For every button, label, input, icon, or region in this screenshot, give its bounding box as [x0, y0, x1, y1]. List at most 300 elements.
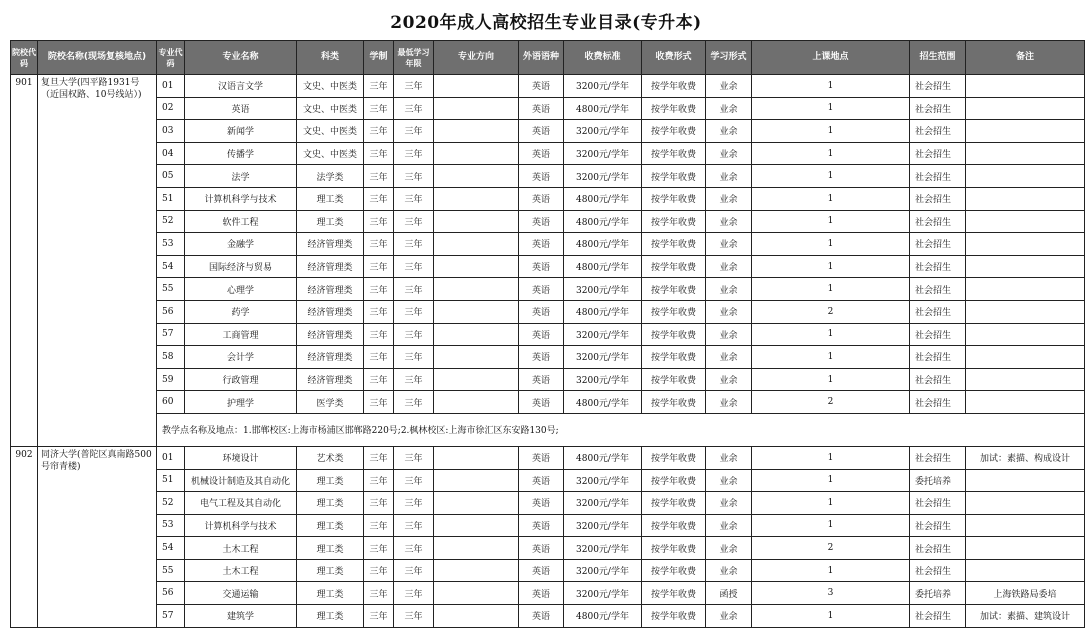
fee-form-cell: 按学年收费	[642, 346, 706, 369]
fee-form-cell: 按学年收费	[642, 210, 706, 233]
school-name-cell: 同济大学(普陀区真南路500号帘青楼)	[38, 446, 157, 627]
major-code-cell: 52	[157, 492, 185, 515]
min-study-cell: 三年	[394, 97, 434, 120]
duration-cell: 三年	[364, 300, 394, 323]
direction-cell	[434, 142, 519, 165]
header-language: 外语语种	[519, 41, 564, 75]
language-cell: 英语	[519, 605, 564, 628]
remark-cell	[966, 255, 1085, 278]
language-cell: 英语	[519, 300, 564, 323]
major-code-cell: 01	[157, 75, 185, 98]
remark-cell	[966, 514, 1085, 537]
header-category: 科类	[297, 41, 364, 75]
direction-cell	[434, 75, 519, 98]
table-row	[11, 278, 1085, 301]
major-name-cell: 金融学	[185, 233, 297, 256]
direction-cell	[434, 559, 519, 582]
min-study-cell: 三年	[394, 492, 434, 515]
language-cell: 英语	[519, 391, 564, 414]
major-code-cell: 52	[157, 210, 185, 233]
teaching-location-note: 教学点名称及地点：1.邯郸校区:上海市杨浦区邯郸路220号;2.枫林校区:上海市徐汇区东安路130号;	[157, 413, 1085, 446]
duration-cell: 三年	[364, 537, 394, 560]
language-cell: 英语	[519, 582, 564, 605]
fee-cell: 3200元/学年	[564, 346, 642, 369]
location-cell: 1	[752, 469, 910, 492]
category-cell: 经济管理类	[297, 368, 364, 391]
fee-cell: 4800元/学年	[564, 97, 642, 120]
category-cell: 艺术类	[297, 446, 364, 469]
major-code-cell: 57	[157, 605, 185, 628]
remark-cell	[966, 469, 1085, 492]
remark-cell	[966, 97, 1085, 120]
fee-form-cell: 按学年收费	[642, 97, 706, 120]
location-cell: 1	[752, 187, 910, 210]
fee-cell: 3200元/学年	[564, 278, 642, 301]
major-code-cell: 03	[157, 120, 185, 143]
language-cell: 英语	[519, 368, 564, 391]
note-row	[11, 413, 1085, 446]
fee-form-cell: 按学年收费	[642, 300, 706, 323]
scope-cell: 社会招生	[910, 323, 966, 346]
category-cell: 经济管理类	[297, 278, 364, 301]
fee-cell: 3200元/学年	[564, 514, 642, 537]
duration-cell: 三年	[364, 210, 394, 233]
fee-cell: 4800元/学年	[564, 187, 642, 210]
fee-form-cell: 按学年收费	[642, 120, 706, 143]
major-code-cell: 01	[157, 446, 185, 469]
direction-cell	[434, 346, 519, 369]
location-cell: 1	[752, 120, 910, 143]
location-cell: 1	[752, 165, 910, 188]
major-name-cell: 交通运输	[185, 582, 297, 605]
fee-cell: 3200元/学年	[564, 165, 642, 188]
fee-form-cell: 按学年收费	[642, 278, 706, 301]
scope-cell: 社会招生	[910, 97, 966, 120]
min-study-cell: 三年	[394, 469, 434, 492]
category-cell: 经济管理类	[297, 346, 364, 369]
location-cell: 1	[752, 559, 910, 582]
major-code-cell: 54	[157, 255, 185, 278]
major-name-cell: 心理学	[185, 278, 297, 301]
study-form-cell: 业余	[706, 255, 752, 278]
duration-cell: 三年	[364, 346, 394, 369]
table-row	[11, 233, 1085, 256]
fee-cell: 4800元/学年	[564, 233, 642, 256]
scope-cell: 社会招生	[910, 559, 966, 582]
location-cell: 1	[752, 446, 910, 469]
min-study-cell: 三年	[394, 165, 434, 188]
scope-cell: 社会招生	[910, 165, 966, 188]
direction-cell	[434, 323, 519, 346]
category-cell: 经济管理类	[297, 323, 364, 346]
fee-cell: 3200元/学年	[564, 582, 642, 605]
min-study-cell: 三年	[394, 120, 434, 143]
location-cell: 1	[752, 97, 910, 120]
remark-cell	[966, 559, 1085, 582]
table-row	[11, 300, 1085, 323]
table-row	[11, 469, 1085, 492]
min-study-cell: 三年	[394, 391, 434, 414]
school-code-cell: 902	[11, 446, 38, 627]
min-study-cell: 三年	[394, 582, 434, 605]
duration-cell: 三年	[364, 559, 394, 582]
table-row	[11, 165, 1085, 188]
fee-form-cell: 按学年收费	[642, 368, 706, 391]
scope-cell: 社会招生	[910, 391, 966, 414]
study-form-cell: 业余	[706, 210, 752, 233]
major-name-cell: 国际经济与贸易	[185, 255, 297, 278]
category-cell: 理工类	[297, 605, 364, 628]
duration-cell: 三年	[364, 120, 394, 143]
major-name-cell: 机械设计制造及其自动化	[185, 469, 297, 492]
direction-cell	[434, 165, 519, 188]
study-form-cell: 业余	[706, 300, 752, 323]
category-cell: 法学类	[297, 165, 364, 188]
major-code-cell: 55	[157, 559, 185, 582]
category-cell: 理工类	[297, 559, 364, 582]
fee-cell: 3200元/学年	[564, 469, 642, 492]
study-form-cell: 业余	[706, 165, 752, 188]
table-row	[11, 210, 1085, 233]
language-cell: 英语	[519, 142, 564, 165]
location-cell: 1	[752, 210, 910, 233]
major-code-cell: 53	[157, 514, 185, 537]
study-form-cell: 业余	[706, 346, 752, 369]
major-name-cell: 英语	[185, 97, 297, 120]
fee-cell: 3200元/学年	[564, 120, 642, 143]
duration-cell: 三年	[364, 582, 394, 605]
language-cell: 英语	[519, 97, 564, 120]
remark-cell: 加试：素描、建筑设计	[966, 605, 1085, 628]
scope-cell: 社会招生	[910, 446, 966, 469]
fee-form-cell: 按学年收费	[642, 391, 706, 414]
table-row	[11, 605, 1085, 628]
min-study-cell: 三年	[394, 210, 434, 233]
fee-cell: 3200元/学年	[564, 75, 642, 98]
duration-cell: 三年	[364, 323, 394, 346]
scope-cell: 社会招生	[910, 278, 966, 301]
header-major-code: 专业代码	[157, 41, 185, 75]
header-min-study: 最低学习年限	[394, 41, 434, 75]
fee-form-cell: 按学年收费	[642, 537, 706, 560]
scope-cell: 社会招生	[910, 605, 966, 628]
location-cell: 1	[752, 233, 910, 256]
study-form-cell: 业余	[706, 469, 752, 492]
category-cell: 文史、中医类	[297, 142, 364, 165]
language-cell: 英语	[519, 514, 564, 537]
fee-form-cell: 按学年收费	[642, 255, 706, 278]
scope-cell: 社会招生	[910, 75, 966, 98]
table-row	[11, 514, 1085, 537]
category-cell: 理工类	[297, 469, 364, 492]
direction-cell	[434, 187, 519, 210]
fee-form-cell: 按学年收费	[642, 187, 706, 210]
table-row	[11, 187, 1085, 210]
category-cell: 理工类	[297, 514, 364, 537]
location-cell: 1	[752, 75, 910, 98]
min-study-cell: 三年	[394, 446, 434, 469]
study-form-cell: 业余	[706, 514, 752, 537]
location-cell: 2	[752, 537, 910, 560]
fee-cell: 4800元/学年	[564, 255, 642, 278]
header-row	[11, 41, 1085, 75]
fee-form-cell: 按学年收费	[642, 559, 706, 582]
header-fee: 收费标准	[564, 41, 642, 75]
location-cell: 1	[752, 346, 910, 369]
remark-cell: 加试：素描、构成设计	[966, 446, 1085, 469]
table-row	[11, 142, 1085, 165]
duration-cell: 三年	[364, 492, 394, 515]
language-cell: 英语	[519, 75, 564, 98]
scope-cell: 社会招生	[910, 300, 966, 323]
major-name-cell: 新闻学	[185, 120, 297, 143]
remark-cell	[966, 233, 1085, 256]
study-form-cell: 业余	[706, 187, 752, 210]
study-form-cell: 业余	[706, 120, 752, 143]
fee-cell: 3200元/学年	[564, 537, 642, 560]
table-row	[11, 346, 1085, 369]
study-form-cell: 业余	[706, 446, 752, 469]
language-cell: 英语	[519, 187, 564, 210]
study-form-cell: 函授	[706, 582, 752, 605]
location-cell: 1	[752, 323, 910, 346]
header-school-name: 院校名称(现场复核地点)	[38, 41, 157, 75]
direction-cell	[434, 605, 519, 628]
language-cell: 英语	[519, 255, 564, 278]
table-row	[11, 323, 1085, 346]
major-name-cell: 环境设计	[185, 446, 297, 469]
fee-cell: 4800元/学年	[564, 300, 642, 323]
min-study-cell: 三年	[394, 255, 434, 278]
duration-cell: 三年	[364, 187, 394, 210]
major-name-cell: 传播学	[185, 142, 297, 165]
scope-cell: 社会招生	[910, 233, 966, 256]
scope-cell: 社会招生	[910, 346, 966, 369]
major-code-cell: 51	[157, 187, 185, 210]
remark-cell	[966, 391, 1085, 414]
table-body	[11, 75, 1085, 628]
min-study-cell: 三年	[394, 75, 434, 98]
table-row	[11, 75, 1085, 98]
major-code-cell: 56	[157, 300, 185, 323]
remark-cell	[966, 120, 1085, 143]
direction-cell	[434, 255, 519, 278]
remark-cell: 上海铁路局委培	[966, 582, 1085, 605]
remark-cell	[966, 323, 1085, 346]
fee-form-cell: 按学年收费	[642, 142, 706, 165]
fee-cell: 3200元/学年	[564, 323, 642, 346]
location-cell: 2	[752, 391, 910, 414]
direction-cell	[434, 368, 519, 391]
remark-cell	[966, 142, 1085, 165]
major-code-cell: 55	[157, 278, 185, 301]
duration-cell: 三年	[364, 233, 394, 256]
duration-cell: 三年	[364, 75, 394, 98]
remark-cell	[966, 346, 1085, 369]
direction-cell	[434, 537, 519, 560]
fee-form-cell: 按学年收费	[642, 492, 706, 515]
table-row	[11, 492, 1085, 515]
table-row	[11, 582, 1085, 605]
major-code-cell: 59	[157, 368, 185, 391]
remark-cell	[966, 187, 1085, 210]
major-name-cell: 会计学	[185, 346, 297, 369]
study-form-cell: 业余	[706, 233, 752, 256]
location-cell: 1	[752, 255, 910, 278]
duration-cell: 三年	[364, 255, 394, 278]
category-cell: 经济管理类	[297, 255, 364, 278]
fee-form-cell: 按学年收费	[642, 233, 706, 256]
min-study-cell: 三年	[394, 346, 434, 369]
language-cell: 英语	[519, 537, 564, 560]
min-study-cell: 三年	[394, 187, 434, 210]
category-cell: 文史、中医类	[297, 120, 364, 143]
fee-cell: 4800元/学年	[564, 605, 642, 628]
school-name-cell: 复旦大学(四平路1931号（近国权路、10号线站）)	[38, 75, 157, 447]
direction-cell	[434, 514, 519, 537]
language-cell: 英语	[519, 446, 564, 469]
location-cell: 1	[752, 368, 910, 391]
table-row	[11, 446, 1085, 469]
category-cell: 理工类	[297, 210, 364, 233]
location-cell: 1	[752, 142, 910, 165]
location-cell: 3	[752, 582, 910, 605]
min-study-cell: 三年	[394, 368, 434, 391]
study-form-cell: 业余	[706, 75, 752, 98]
major-name-cell: 药学	[185, 300, 297, 323]
study-form-cell: 业余	[706, 492, 752, 515]
study-form-cell: 业余	[706, 278, 752, 301]
direction-cell	[434, 210, 519, 233]
language-cell: 英语	[519, 346, 564, 369]
header-location: 上课地点	[752, 41, 910, 75]
language-cell: 英语	[519, 559, 564, 582]
major-name-cell: 护理学	[185, 391, 297, 414]
location-cell: 1	[752, 605, 910, 628]
duration-cell: 三年	[364, 391, 394, 414]
fee-form-cell: 按学年收费	[642, 446, 706, 469]
direction-cell	[434, 300, 519, 323]
duration-cell: 三年	[364, 97, 394, 120]
major-code-cell: 56	[157, 582, 185, 605]
study-form-cell: 业余	[706, 142, 752, 165]
major-code-cell: 53	[157, 233, 185, 256]
duration-cell: 三年	[364, 446, 394, 469]
fee-cell: 3200元/学年	[564, 559, 642, 582]
major-code-cell: 54	[157, 537, 185, 560]
scope-cell: 社会招生	[910, 368, 966, 391]
major-name-cell: 软件工程	[185, 210, 297, 233]
major-name-cell: 行政管理	[185, 368, 297, 391]
duration-cell: 三年	[364, 142, 394, 165]
location-cell: 1	[752, 492, 910, 515]
study-form-cell: 业余	[706, 537, 752, 560]
major-name-cell: 电气工程及其自动化	[185, 492, 297, 515]
major-name-cell: 建筑学	[185, 605, 297, 628]
remark-cell	[966, 75, 1085, 98]
study-form-cell: 业余	[706, 605, 752, 628]
min-study-cell: 三年	[394, 514, 434, 537]
location-cell: 1	[752, 514, 910, 537]
category-cell: 文史、中医类	[297, 97, 364, 120]
fee-form-cell: 按学年收费	[642, 582, 706, 605]
duration-cell: 三年	[364, 469, 394, 492]
scope-cell: 委托培养	[910, 582, 966, 605]
min-study-cell: 三年	[394, 537, 434, 560]
study-form-cell: 业余	[706, 559, 752, 582]
enrollment-catalog-table	[10, 40, 1085, 628]
major-code-cell: 51	[157, 469, 185, 492]
study-form-cell: 业余	[706, 323, 752, 346]
study-form-cell: 业余	[706, 368, 752, 391]
major-code-cell: 04	[157, 142, 185, 165]
duration-cell: 三年	[364, 278, 394, 301]
language-cell: 英语	[519, 165, 564, 188]
direction-cell	[434, 233, 519, 256]
header-direction: 专业方向	[434, 41, 519, 75]
min-study-cell: 三年	[394, 278, 434, 301]
scope-cell: 社会招生	[910, 210, 966, 233]
table-row	[11, 537, 1085, 560]
header-remarks: 备注	[966, 41, 1085, 75]
scope-cell: 社会招生	[910, 187, 966, 210]
direction-cell	[434, 120, 519, 143]
fee-form-cell: 按学年收费	[642, 469, 706, 492]
major-name-cell: 汉语言文学	[185, 75, 297, 98]
header-fee-form: 收费形式	[642, 41, 706, 75]
header-scope: 招生范围	[910, 41, 966, 75]
major-code-cell: 02	[157, 97, 185, 120]
major-code-cell: 58	[157, 346, 185, 369]
major-name-cell: 土木工程	[185, 559, 297, 582]
table-row	[11, 120, 1085, 143]
category-cell: 理工类	[297, 492, 364, 515]
language-cell: 英语	[519, 278, 564, 301]
scope-cell: 社会招生	[910, 514, 966, 537]
study-form-cell: 业余	[706, 391, 752, 414]
header-major-name: 专业名称	[185, 41, 297, 75]
category-cell: 理工类	[297, 582, 364, 605]
major-name-cell: 计算机科学与技术	[185, 514, 297, 537]
header-school-code: 院校代码	[11, 41, 38, 75]
major-name-cell: 计算机科学与技术	[185, 187, 297, 210]
category-cell: 文史、中医类	[297, 75, 364, 98]
remark-cell	[966, 278, 1085, 301]
fee-cell: 3200元/学年	[564, 142, 642, 165]
study-form-cell: 业余	[706, 97, 752, 120]
language-cell: 英语	[519, 492, 564, 515]
scope-cell: 社会招生	[910, 120, 966, 143]
fee-cell: 4800元/学年	[564, 391, 642, 414]
table-row	[11, 97, 1085, 120]
language-cell: 英语	[519, 120, 564, 143]
min-study-cell: 三年	[394, 142, 434, 165]
min-study-cell: 三年	[394, 559, 434, 582]
duration-cell: 三年	[364, 368, 394, 391]
language-cell: 英语	[519, 233, 564, 256]
major-name-cell: 工商管理	[185, 323, 297, 346]
duration-cell: 三年	[364, 514, 394, 537]
school-code-cell: 901	[11, 75, 38, 447]
fee-form-cell: 按学年收费	[642, 75, 706, 98]
page-title: 2020年成人高校招生专业目录(专升本)	[390, 13, 702, 33]
remark-cell	[966, 165, 1085, 188]
major-code-cell: 60	[157, 391, 185, 414]
duration-cell: 三年	[364, 165, 394, 188]
fee-form-cell: 按学年收费	[642, 514, 706, 537]
remark-cell	[966, 368, 1085, 391]
direction-cell	[434, 446, 519, 469]
